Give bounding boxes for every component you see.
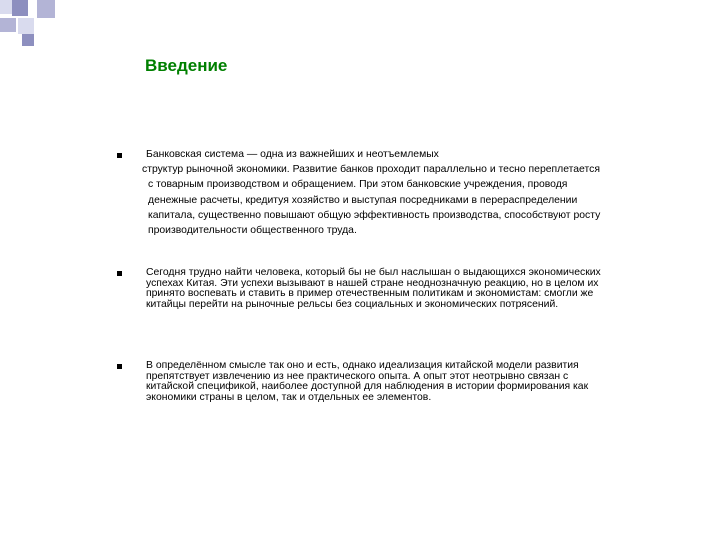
paragraph-line: В определённом смысле так оно и есть, однако идеализация китайской модели развития — [146, 360, 579, 371]
paragraph-line: принято воспевать и ставить в пример отечественным политикам и экономистам: смогли же — [146, 288, 594, 299]
bullet-marker — [117, 364, 122, 369]
bullet-paragraph — [146, 268, 601, 310]
bullet-marker — [117, 153, 122, 158]
paragraph-line: Сегодня трудно найти человека, который бы не был наслышан о выдающихся экономических — [146, 267, 601, 278]
paragraph-line: препятствует извлечению из нее практического опыта. А опыт этот неотрывно связан с — [146, 370, 569, 382]
bullet-paragraph — [146, 361, 588, 403]
paragraph-line: структур рыночной экономики. Развитие банков проходит параллельно и тесно переплетается — [142, 164, 600, 176]
bullet-marker — [117, 271, 122, 276]
bullet-paragraph — [142, 147, 601, 238]
paragraph-line: китайской спецификой, наиболее доступной для наблюдения в истории формирования как — [146, 381, 589, 392]
decorative-square — [22, 34, 34, 46]
paragraph-line: с товарным производством и обращением. При этом банковские учреждения, проводя — [148, 179, 568, 191]
decorative-square — [37, 0, 55, 18]
decorative-squares — [0, 0, 80, 50]
paragraph-line: экономики страны в целом, так и отдельных ее элементов. — [146, 391, 432, 403]
paragraph-line: денежные расчеты, кредитуя хозяйство и выступая посредниками в перераспределении — [148, 194, 578, 206]
decorative-square — [18, 18, 34, 34]
decorative-square — [12, 0, 28, 16]
paragraph-line: производительности общественного труда. — [148, 225, 357, 237]
paragraph-line: успехах Китая. Эти успехи вызывают в нашей стране неоднозначную реакцию, но в целом их — [146, 277, 599, 289]
decorative-square — [0, 18, 16, 32]
paragraph-line: капитала, существенно повышают общую эффективность производства, способствуют росту — [148, 209, 601, 221]
paragraph-line: Банковская система — одна из важнейших и неотъемлемых — [146, 149, 439, 160]
page-title: Введение — [145, 56, 228, 75]
paragraph-line: китайцы перейти на рыночные рельсы без социальных и экономических потрясений. — [146, 298, 559, 310]
